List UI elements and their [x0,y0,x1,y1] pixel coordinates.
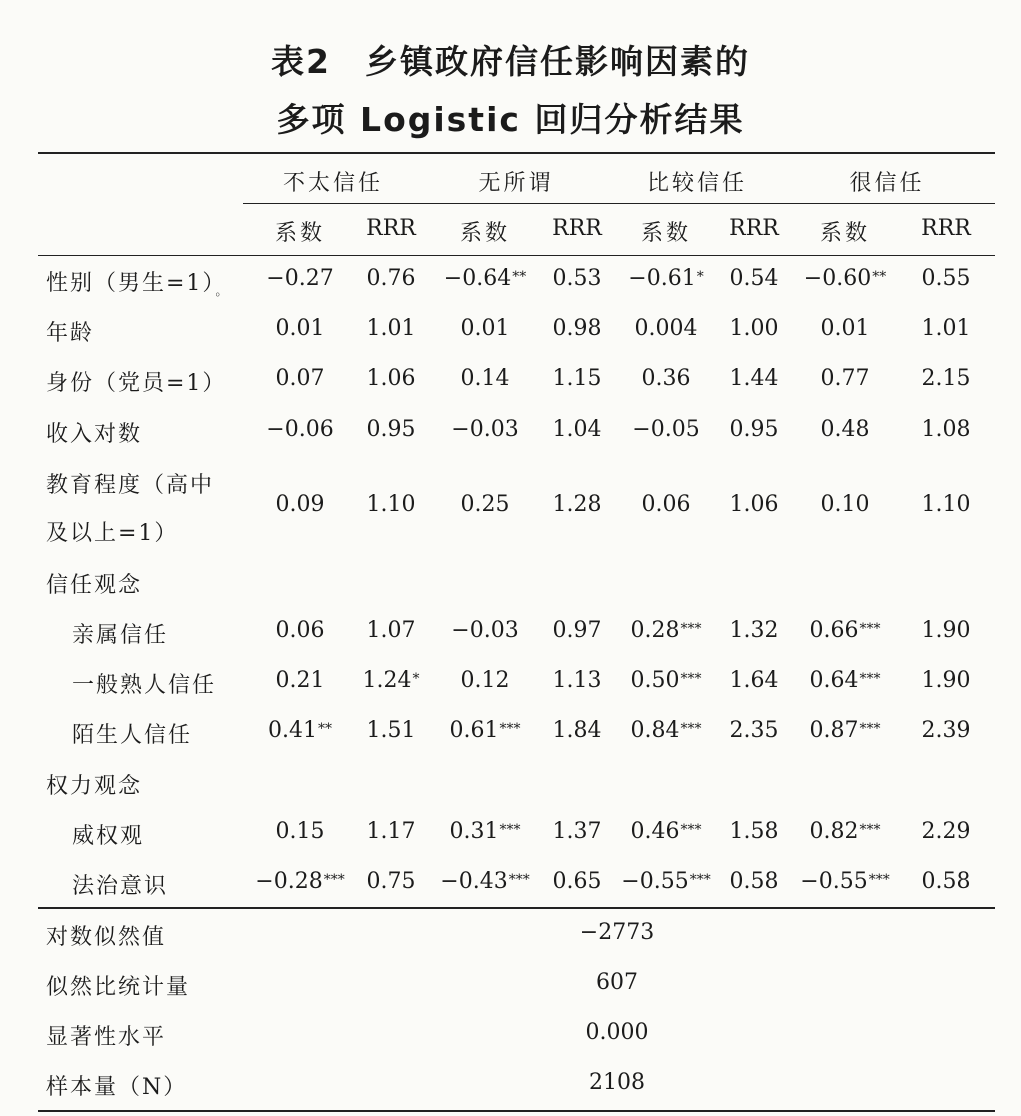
table-cell: 1.64 [729,668,779,693]
rrr-header: RRR [921,216,971,241]
table-cell: 1.58 [729,819,779,844]
table-cell: 0.53 [552,266,602,291]
row-label-cont: 及以上=1） [46,521,179,546]
table-cell: 0.87*** [809,718,881,743]
table-cell: 1.10 [366,492,416,517]
table-cell: −0.55*** [621,869,711,894]
table-cell: 0.55 [921,266,971,291]
footer-value: 607 [596,970,638,995]
group-header: 比较信任 [646,171,748,196]
table-cell: 1.04 [552,417,602,442]
footer-value: 2108 [589,1070,645,1095]
table-cell: 0.10 [820,492,870,517]
table-cell: 0.76 [366,266,416,291]
table-cell: 0.41** [268,718,332,743]
table-cell: 0.84*** [630,718,702,743]
table-cell: 1.07 [366,618,416,643]
significance-stars: *** [499,721,521,737]
table-cell: 0.75 [366,869,416,894]
table-cell: 1.06 [366,366,416,391]
table-cell: 0.06 [641,492,691,517]
table-cell: 0.97 [552,618,602,643]
table-cell: 0.58 [729,869,779,894]
table-cell: 0.61*** [449,718,521,743]
table-cell: 2.29 [921,819,971,844]
row-label: 年龄 [46,321,95,346]
group-header: 无所谓 [478,171,554,196]
table-cell: 2.39 [921,718,971,743]
coef-header: 系数 [819,221,871,246]
header-rule [38,255,995,256]
table-cell: −0.28*** [255,869,345,894]
table-cell: 1.90 [921,668,971,693]
table-cell: 1.13 [552,668,602,693]
table-cell: −0.61* [628,266,704,291]
table-cell: 0.66*** [809,618,881,643]
table-cell: −0.03 [451,417,519,442]
table-cell: 0.46*** [630,819,702,844]
significance-stars: *** [859,671,881,687]
top-rule [38,152,995,154]
significance-stars: ** [512,269,527,285]
table-title-text: 乡镇政府信任影响因素的 [364,42,750,81]
table-cell: 0.14 [460,366,510,391]
group-header: 很信任 [849,171,925,196]
significance-stars: *** [508,872,530,888]
coef-header: 系数 [459,221,511,246]
significance-stars: ** [872,269,887,285]
table-cell: 0.95 [729,417,779,442]
table-cell: 0.25 [460,492,510,517]
footer-label: 样本量（N） [46,1075,188,1100]
rrr-header: RRR [366,216,416,241]
table-cell: 2.35 [729,718,779,743]
table-cell: 0.82*** [809,819,881,844]
row-label: 收入对数 [46,422,143,447]
table-cell: 1.08 [921,417,971,442]
table-cell: 0.09 [275,492,325,517]
table-cell: 0.12 [460,668,510,693]
table-cell: 1.84 [552,718,602,743]
table-cell: 0.98 [552,316,602,341]
table-cell: 1.17 [366,819,416,844]
table-cell: 0.004 [634,316,698,341]
table-cell: 0.15 [275,819,325,844]
table-cell: 0.95 [366,417,416,442]
table-cell: 2.15 [921,366,971,391]
table-cell: 0.28*** [630,618,702,643]
table-cell: −0.27 [266,266,334,291]
rrr-header: RRR [729,216,779,241]
footer-label: 似然比统计量 [46,975,191,1000]
table-cell: 1.00 [729,316,779,341]
section-label: 信任观念 [46,573,143,598]
table-cell: 1.15 [552,366,602,391]
bottom-rule [38,1110,995,1112]
significance-stars: *** [868,872,890,888]
table-title-line2: 多项 Logistic 回归分析结果 [276,100,745,139]
table-cell: 1.90 [921,618,971,643]
footer-label: 对数似然值 [46,925,167,950]
table-cell: 1.51 [366,718,416,743]
significance-stars: *** [680,721,702,737]
significance-stars: *** [323,872,345,888]
table-cell: 0.58 [921,869,971,894]
coef-header: 系数 [274,221,326,246]
table-cell: 0.77 [820,366,870,391]
table-cell: 1.01 [921,316,971,341]
row-label-mark: 。 [215,284,230,298]
table-cell: 1.37 [552,819,602,844]
table-cell: 0.48 [820,417,870,442]
row-label: 陌生人信任 [72,723,193,748]
significance-stars: *** [859,621,881,637]
row-label: 教育程度（高中 [46,473,215,498]
significance-stars: * [696,269,704,285]
table-cell: 1.44 [729,366,779,391]
significance-stars: *** [680,621,702,637]
table-cell: 1.06 [729,492,779,517]
table-cell: 0.01 [275,316,325,341]
footer-value: 0.000 [585,1020,649,1045]
table-cell: 0.01 [820,316,870,341]
coef-header: 系数 [640,221,692,246]
significance-stars: *** [499,822,521,838]
table-cell: 0.07 [275,366,325,391]
table-cell: 1.28 [552,492,602,517]
significance-stars: *** [680,822,702,838]
table-cell: −0.64** [443,266,527,291]
rrr-header: RRR [552,216,602,241]
row-label: 身份（党员=1） [46,371,227,396]
body-rule [38,907,995,909]
table-cell: −0.06 [266,417,334,442]
row-label: 一般熟人信任 [72,673,217,698]
table-cell: 0.21 [275,668,325,693]
group-header: 不太信任 [282,171,384,196]
footer-label: 显著性水平 [46,1025,167,1050]
table-cell: −0.05 [632,417,700,442]
table-cell: 0.36 [641,366,691,391]
table-cell: −0.55*** [800,869,890,894]
row-label: 威权观 [72,824,145,849]
table-cell: 0.64*** [809,668,881,693]
table-cell: 0.31*** [449,819,521,844]
row-label: 亲属信任 [72,623,169,648]
table-cell: 0.06 [275,618,325,643]
section-label: 权力观念 [46,774,143,799]
footer-value: −2773 [579,920,655,945]
significance-stars: *** [859,822,881,838]
table-cell: −0.43*** [440,869,530,894]
significance-stars: *** [680,671,702,687]
table-cell: 0.01 [460,316,510,341]
table-cell: 1.01 [366,316,416,341]
significance-stars: *** [689,872,711,888]
significance-stars: ** [317,721,332,737]
table-cell: 0.50*** [630,668,702,693]
table-cell: 0.65 [552,869,602,894]
significance-stars: *** [859,721,881,737]
significance-stars: * [412,671,420,687]
table-cell: 1.24* [362,668,420,693]
table-cell: 1.10 [921,492,971,517]
table-cell: −0.03 [451,618,519,643]
row-label: 性别（男生$=1)_。$ [46,271,230,298]
table-cell: 1.32 [729,618,779,643]
row-label: 法治意识 [72,874,169,899]
table-title-line1 [0,36,1021,83]
group-rule [243,203,995,204]
table-number: 表2 [271,42,331,81]
table-cell: 0.54 [729,266,779,291]
table-cell: −0.60** [803,266,887,291]
